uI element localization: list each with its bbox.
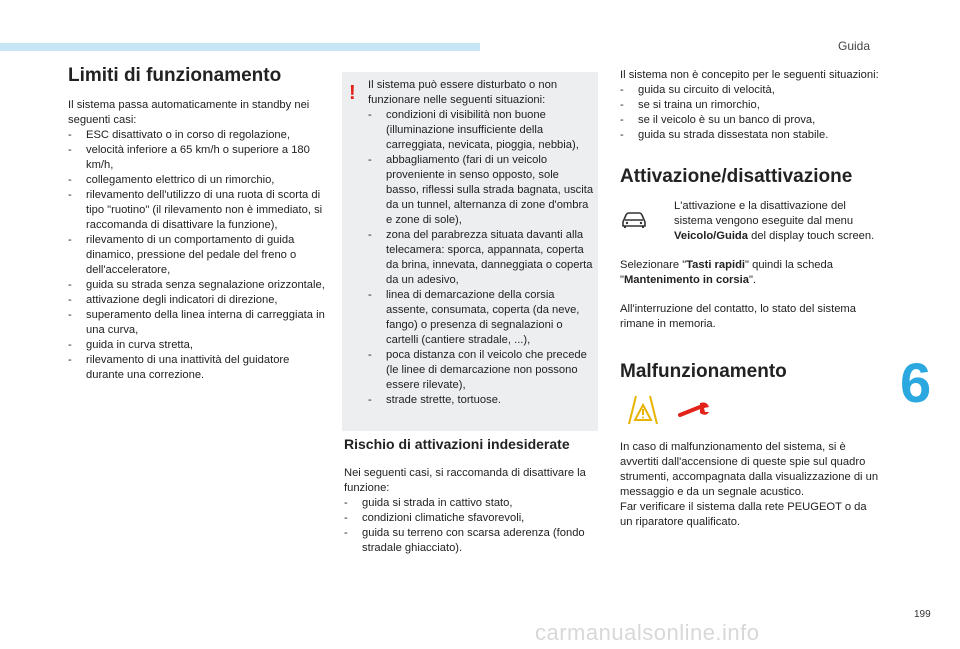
menu-path: Veicolo/Guida — [674, 230, 748, 242]
malfunction-text-2: Far verificare il sistema dalla rete PEUGEOT o da un riparatore qualificato. — [620, 501, 867, 528]
warning-intro: Il sistema può essere disturbato o non funzionare nelle seguenti situazioni: — [368, 79, 558, 106]
warning-box — [342, 72, 598, 431]
list-item: - ESC disattivato o in corso di regolazione, — [68, 128, 330, 143]
unwanted-section — [344, 436, 604, 556]
activation-select: Selezionare "Tasti rapidi" quindi la scheda "Mantenimento in corsia". — [620, 259, 833, 286]
list-item: - zona del parabrezza situata davanti alla telecamera: sporca, appannata, coperta da brina, innevata, danneggiata o coperta da un adesivo, — [368, 228, 594, 288]
list-item: - collegamento elettrico di un rimorchio, — [68, 173, 330, 188]
activation-title: Attivazione/disattivazione — [620, 166, 853, 187]
list-item: - guida su strada dissestata non stabile. — [620, 128, 882, 143]
list-item: - guida su terreno con scarsa aderenza (fondo stradale ghiacciato). — [344, 526, 604, 556]
list-item: - rilevamento dell'utilizzo di una ruota di scorta di tipo "ruotino" (il rilevamento non è immediato, si raccomanda di disattivare la funzione), — [68, 188, 330, 233]
notdesigned-intro: Il sistema non è concepito per le seguenti situazioni: — [620, 69, 879, 81]
malfunction-title: Malfunzionamento — [620, 361, 787, 382]
limits-section — [68, 65, 330, 383]
list-item: - condizioni climatiche sfavorevoli, — [344, 511, 604, 526]
list-item: - guida in curva stretta, — [68, 338, 330, 353]
unwanted-title: Rischio di attivazioni indesiderate — [344, 436, 570, 452]
list-item: - velocità inferiore a 65 km/h o superiore a 180 km/h, — [68, 143, 330, 173]
list-item: - se si traina un rimorchio, — [620, 98, 882, 113]
activation-text: L'attivazione e la disattivazione del sistema vengono eseguite dal menu Veicolo/Guida del display touch screen. — [674, 200, 875, 242]
list-item: - rilevamento di una inattività del guidatore durante una correzione. — [68, 353, 330, 383]
lane-warning-icon — [626, 394, 660, 431]
notdesigned-list — [620, 83, 882, 143]
list-item: - linea di demarcazione della corsia assente, consumata, coperta (da neve, fango) o presenza di segnalazioni o cartelli (cantiere stradale, ...), — [368, 288, 594, 348]
list-item: - guida su strada senza segnalazione orizzontale, — [68, 278, 330, 293]
key-lane: Mantenimento in corsia — [623, 274, 749, 286]
list-item: - abbagliamento (fari di un veicolo proveniente in senso opposto, sole basso, riflessi sulla strada bagnata, uscita da un tunnel, alternanza di zone d'ombra e zone di sole), — [368, 153, 594, 228]
list-item: - poca distanza con il veicolo che precede (le linee di demarcazione non possono essere rilevate), — [368, 348, 594, 393]
right-column — [620, 68, 882, 530]
list-item: - attivazione degli indicatori di direzione, — [68, 293, 330, 308]
watermark: carmanualsonline.info — [535, 620, 760, 645]
car-icon — [620, 199, 674, 234]
list-item: - strade strette, tortuose. — [368, 393, 594, 408]
unwanted-intro: Nei seguenti casi, si raccomanda di disattivare la funzione: — [344, 467, 586, 494]
page-number: 199 — [914, 609, 931, 620]
activation-memory: All'interruzione del contatto, lo stato del sistema rimane in memoria. — [620, 303, 856, 330]
activation-row — [620, 199, 882, 244]
list-item: - rilevamento di un comportamento di guida dinamico, pressione del pedale del freno o dell'acceleratore, — [68, 233, 330, 278]
malfunction-icons — [620, 394, 882, 430]
top-accent-bar — [0, 43, 480, 51]
list-item: - condizioni di visibilità non buone (illuminazione insufficiente della carreggiata, nevicata, pioggia, nebbia), — [368, 108, 594, 153]
malfunction-text: In caso di malfunzionamento del sistema, si è avvertiti dall'accensione di queste spie sul quadro strumenti, accompagnata dalla visualizzazione di un messaggio e da un segnale acustico. — [620, 441, 879, 498]
key-quick: Tasti rapidi — [686, 259, 746, 271]
warning-body — [368, 78, 594, 408]
list-item: - superamento della linea interna di carreggiata in una curva, — [68, 308, 330, 338]
warning-list — [368, 108, 594, 408]
chapter-number: 6 — [900, 351, 932, 414]
limits-intro: Il sistema passa automaticamente in standby nei seguenti casi: — [68, 99, 310, 126]
list-item: - guida si strada in cattivo stato, — [344, 496, 604, 511]
section-label: Guida — [838, 39, 871, 53]
limits-list — [68, 128, 330, 383]
list-item: - se il veicolo è su un banco di prova, — [620, 113, 882, 128]
wrench-icon — [676, 399, 712, 426]
unwanted-list — [344, 496, 604, 556]
limits-title: Limiti di funzionamento — [68, 65, 282, 86]
warning-exclamation-icon: ! — [349, 82, 356, 104]
list-item: - guida su circuito di velocità, — [620, 83, 882, 98]
